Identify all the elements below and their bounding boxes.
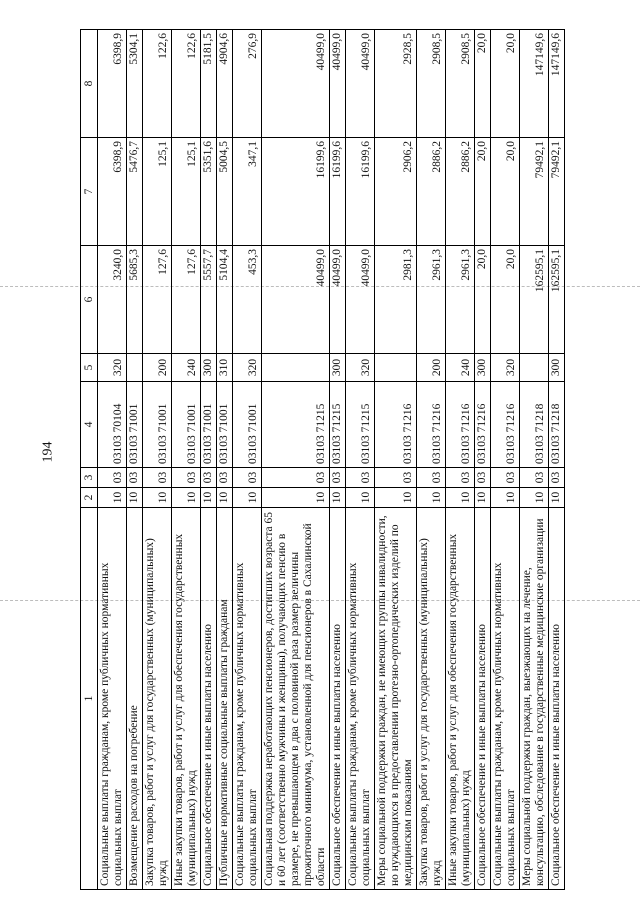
amount-col8-cell: 40499,0 <box>262 30 330 138</box>
amount-col8-cell: 40499,0 <box>330 30 346 138</box>
target-article-cell: 03103 71001 <box>217 382 233 468</box>
table-row <box>346 30 375 890</box>
subsection-code-cell: 03 <box>491 468 520 488</box>
target-article-cell: 03103 71216 <box>417 382 446 468</box>
column-header: 6 <box>81 246 98 354</box>
section-code-cell: 10 <box>127 488 143 508</box>
table-row <box>172 30 201 890</box>
target-article-cell: 03103 71001 <box>233 382 262 468</box>
amount-col8-cell: 122,6 <box>143 30 172 138</box>
amount-col7-cell: 2906,2 <box>375 138 417 246</box>
subsection-code-cell: 03 <box>262 468 330 488</box>
subsection-code-cell: 03 <box>172 468 201 488</box>
table-row <box>475 30 491 890</box>
amount-col7-cell: 6398,9 <box>98 138 127 246</box>
target-article-cell: 03103 71001 <box>143 382 172 468</box>
expense-type-cell <box>262 354 330 382</box>
amount-col7-cell: 5004,5 <box>217 138 233 246</box>
row-name-cell: Социальные выплаты гражданам, кроме публичных нормативных социальных выплат <box>346 508 375 890</box>
section-code-cell: 10 <box>262 488 330 508</box>
target-article-cell: 03103 70104 <box>98 382 127 468</box>
subsection-code-cell: 03 <box>127 468 143 488</box>
amount-col7-cell: 20,0 <box>491 138 520 246</box>
amount-col6-cell: 453,3 <box>233 246 262 354</box>
subsection-code-cell: 03 <box>446 468 475 488</box>
amount-col8-cell: 2908,5 <box>417 30 446 138</box>
section-code-cell: 10 <box>520 488 549 508</box>
expense-type-cell: 300 <box>201 354 217 382</box>
amount-col7-cell: 125,1 <box>143 138 172 246</box>
target-article-cell: 03103 71216 <box>475 382 491 468</box>
expense-type-cell: 200 <box>417 354 446 382</box>
section-code-cell: 10 <box>98 488 127 508</box>
expense-type-cell <box>520 354 549 382</box>
table-header-row <box>81 30 98 890</box>
amount-col7-cell: 79492,1 <box>549 138 565 246</box>
expense-type-cell: 240 <box>172 354 201 382</box>
subsection-code-cell: 03 <box>375 468 417 488</box>
subsection-code-cell: 03 <box>201 468 217 488</box>
table-row <box>491 30 520 890</box>
amount-col7-cell: 125,1 <box>172 138 201 246</box>
amount-col8-cell: 122,6 <box>172 30 201 138</box>
table-row <box>446 30 475 890</box>
target-article-cell: 03103 71001 <box>172 382 201 468</box>
amount-col6-cell: 40499,0 <box>262 246 330 354</box>
table-row <box>217 30 233 890</box>
expense-type-cell: 300 <box>549 354 565 382</box>
table-row <box>201 30 217 890</box>
rotated-page <box>80 30 562 890</box>
table-row <box>549 30 565 890</box>
amount-col8-cell: 2928,5 <box>375 30 417 138</box>
amount-col6-cell: 5104,4 <box>217 246 233 354</box>
column-header: 3 <box>81 468 98 488</box>
amount-col8-cell: 5181,5 <box>201 30 217 138</box>
section-code-cell: 10 <box>375 488 417 508</box>
column-header: 5 <box>81 354 98 382</box>
expense-type-cell: 320 <box>346 354 375 382</box>
amount-col8-cell: 40499,0 <box>346 30 375 138</box>
subsection-code-cell: 03 <box>475 468 491 488</box>
section-code-cell: 10 <box>475 488 491 508</box>
column-header: 7 <box>81 138 98 246</box>
amount-col6-cell: 2961,3 <box>417 246 446 354</box>
row-name-cell: Социальные выплаты гражданам, кроме публичных нормативных социальных выплат <box>98 508 127 890</box>
row-name-cell: Социальное обеспечение и иные выплаты населению <box>201 508 217 890</box>
row-name-cell: Меры социальной поддержки граждан, не имеющих группы инвалидности, но нуждающихся в предоставлении протезно-ортопедических изделий по медицинским показаниям <box>375 508 417 890</box>
amount-col7-cell: 2886,2 <box>417 138 446 246</box>
amount-col6-cell: 20,0 <box>491 246 520 354</box>
table-row <box>262 30 330 890</box>
target-article-cell: 03103 71001 <box>201 382 217 468</box>
amount-col7-cell: 2886,2 <box>446 138 475 246</box>
row-name-cell: Иные закупки товаров, работ и услуг для обеспечения государственных (муниципальных) нужд <box>446 508 475 890</box>
subsection-code-cell: 03 <box>217 468 233 488</box>
expense-type-cell: 200 <box>143 354 172 382</box>
amount-col6-cell: 2961,3 <box>446 246 475 354</box>
column-header: 8 <box>81 30 98 138</box>
amount-col6-cell: 3240,0 <box>98 246 127 354</box>
amount-col8-cell: 147149,6 <box>549 30 565 138</box>
amount-col7-cell: 5351,6 <box>201 138 217 246</box>
amount-col6-cell: 162595,1 <box>549 246 565 354</box>
subsection-code-cell: 03 <box>520 468 549 488</box>
table-row <box>127 30 143 890</box>
expense-type-cell <box>375 354 417 382</box>
amount-col6-cell: 127,6 <box>143 246 172 354</box>
table-row <box>375 30 417 890</box>
row-name-cell: Социальные выплаты гражданам, кроме публичных нормативных социальных выплат <box>491 508 520 890</box>
amount-col7-cell: 20,0 <box>475 138 491 246</box>
section-code-cell: 10 <box>346 488 375 508</box>
subsection-code-cell: 03 <box>549 468 565 488</box>
row-name-cell: Социальная поддержка неработающих пенсионеров, достигших возраста 65 и 60 лет (соответственно мужчины и женщины), получающих пенсию в размере, не превышающем в два с половиной раза размер величины прожиточного минимума, установленной для пенсионеров в Сахалинской области <box>262 508 330 890</box>
table-row <box>520 30 549 890</box>
table-row <box>417 30 446 890</box>
section-code-cell: 10 <box>330 488 346 508</box>
section-code-cell: 10 <box>549 488 565 508</box>
row-name-cell: Закупка товаров, работ и услуг для государственных (муниципальных) нужд <box>143 508 172 890</box>
section-code-cell: 10 <box>446 488 475 508</box>
section-code-cell: 10 <box>201 488 217 508</box>
expense-type-cell <box>127 354 143 382</box>
amount-col6-cell: 5685,3 <box>127 246 143 354</box>
subsection-code-cell: 03 <box>417 468 446 488</box>
expense-type-cell: 300 <box>475 354 491 382</box>
subsection-code-cell: 03 <box>346 468 375 488</box>
section-code-cell: 10 <box>233 488 262 508</box>
amount-col6-cell: 127,6 <box>172 246 201 354</box>
amount-col8-cell: 4904,6 <box>217 30 233 138</box>
subsection-code-cell: 03 <box>330 468 346 488</box>
amount-col6-cell: 5557,7 <box>201 246 217 354</box>
section-code-cell: 10 <box>217 488 233 508</box>
amount-col8-cell: 2908,5 <box>446 30 475 138</box>
amount-col7-cell: 347,1 <box>233 138 262 246</box>
subsection-code-cell: 03 <box>233 468 262 488</box>
section-code-cell: 10 <box>172 488 201 508</box>
subsection-code-cell: 03 <box>98 468 127 488</box>
budget-table <box>80 29 565 890</box>
amount-col8-cell: 6398,9 <box>98 30 127 138</box>
target-article-cell: 03103 71218 <box>520 382 549 468</box>
target-article-cell: 03103 71216 <box>446 382 475 468</box>
row-name-cell: Социальное обеспечение и иные выплаты населению <box>475 508 491 890</box>
amount-col7-cell: 16199,6 <box>262 138 330 246</box>
row-name-cell: Возмещение расходов на погребение <box>127 508 143 890</box>
amount-col7-cell: 16199,6 <box>330 138 346 246</box>
section-code-cell: 10 <box>417 488 446 508</box>
amount-col7-cell: 16199,6 <box>346 138 375 246</box>
row-name-cell: Закупка товаров, работ и услуг для государственных (муниципальных) нужд <box>417 508 446 890</box>
column-header: 4 <box>81 382 98 468</box>
table-row <box>98 30 127 890</box>
expense-type-cell: 320 <box>233 354 262 382</box>
row-name-cell: Социальное обеспечение и иные выплаты населению <box>549 508 565 890</box>
amount-col8-cell: 20,0 <box>491 30 520 138</box>
table-row <box>233 30 262 890</box>
amount-col8-cell: 276,9 <box>233 30 262 138</box>
row-name-cell: Иные закупки товаров, работ и услуг для обеспечения государственных (муниципальных) нужд <box>172 508 201 890</box>
section-code-cell: 10 <box>491 488 520 508</box>
amount-col7-cell: 79492,1 <box>520 138 549 246</box>
amount-col8-cell: 147149,6 <box>520 30 549 138</box>
target-article-cell: 03103 71215 <box>330 382 346 468</box>
expense-type-cell: 320 <box>98 354 127 382</box>
subsection-code-cell: 03 <box>143 468 172 488</box>
table-row <box>330 30 346 890</box>
expense-type-cell: 240 <box>446 354 475 382</box>
page-number: 194 <box>40 441 56 463</box>
column-header: 1 <box>81 508 98 890</box>
expense-type-cell: 320 <box>491 354 520 382</box>
amount-col6-cell: 162595,1 <box>520 246 549 354</box>
amount-col6-cell: 20,0 <box>475 246 491 354</box>
amount-col6-cell: 40499,0 <box>346 246 375 354</box>
row-name-cell: Публичные нормативные социальные выплаты гражданам <box>217 508 233 890</box>
expense-type-cell: 300 <box>330 354 346 382</box>
target-article-cell: 03103 71215 <box>262 382 330 468</box>
amount-col7-cell: 5476,7 <box>127 138 143 246</box>
table-row <box>143 30 172 890</box>
target-article-cell: 03103 71001 <box>127 382 143 468</box>
amount-col6-cell: 40499,0 <box>330 246 346 354</box>
target-article-cell: 03103 71215 <box>346 382 375 468</box>
column-header: 2 <box>81 488 98 508</box>
amount-col8-cell: 5304,1 <box>127 30 143 138</box>
row-name-cell: Социальное обеспечение и иные выплаты населению <box>330 508 346 890</box>
amount-col6-cell: 2981,3 <box>375 246 417 354</box>
expense-type-cell: 310 <box>217 354 233 382</box>
section-code-cell: 10 <box>143 488 172 508</box>
amount-col8-cell: 20,0 <box>475 30 491 138</box>
target-article-cell: 03103 71216 <box>491 382 520 468</box>
row-name-cell: Меры социальной поддержки граждан, выезжающих на лечение, консультацию, обследование в государственные медицинские организации <box>520 508 549 890</box>
target-article-cell: 03103 71216 <box>375 382 417 468</box>
target-article-cell: 03103 71218 <box>549 382 565 468</box>
row-name-cell: Социальные выплаты гражданам, кроме публичных нормативных социальных выплат <box>233 508 262 890</box>
